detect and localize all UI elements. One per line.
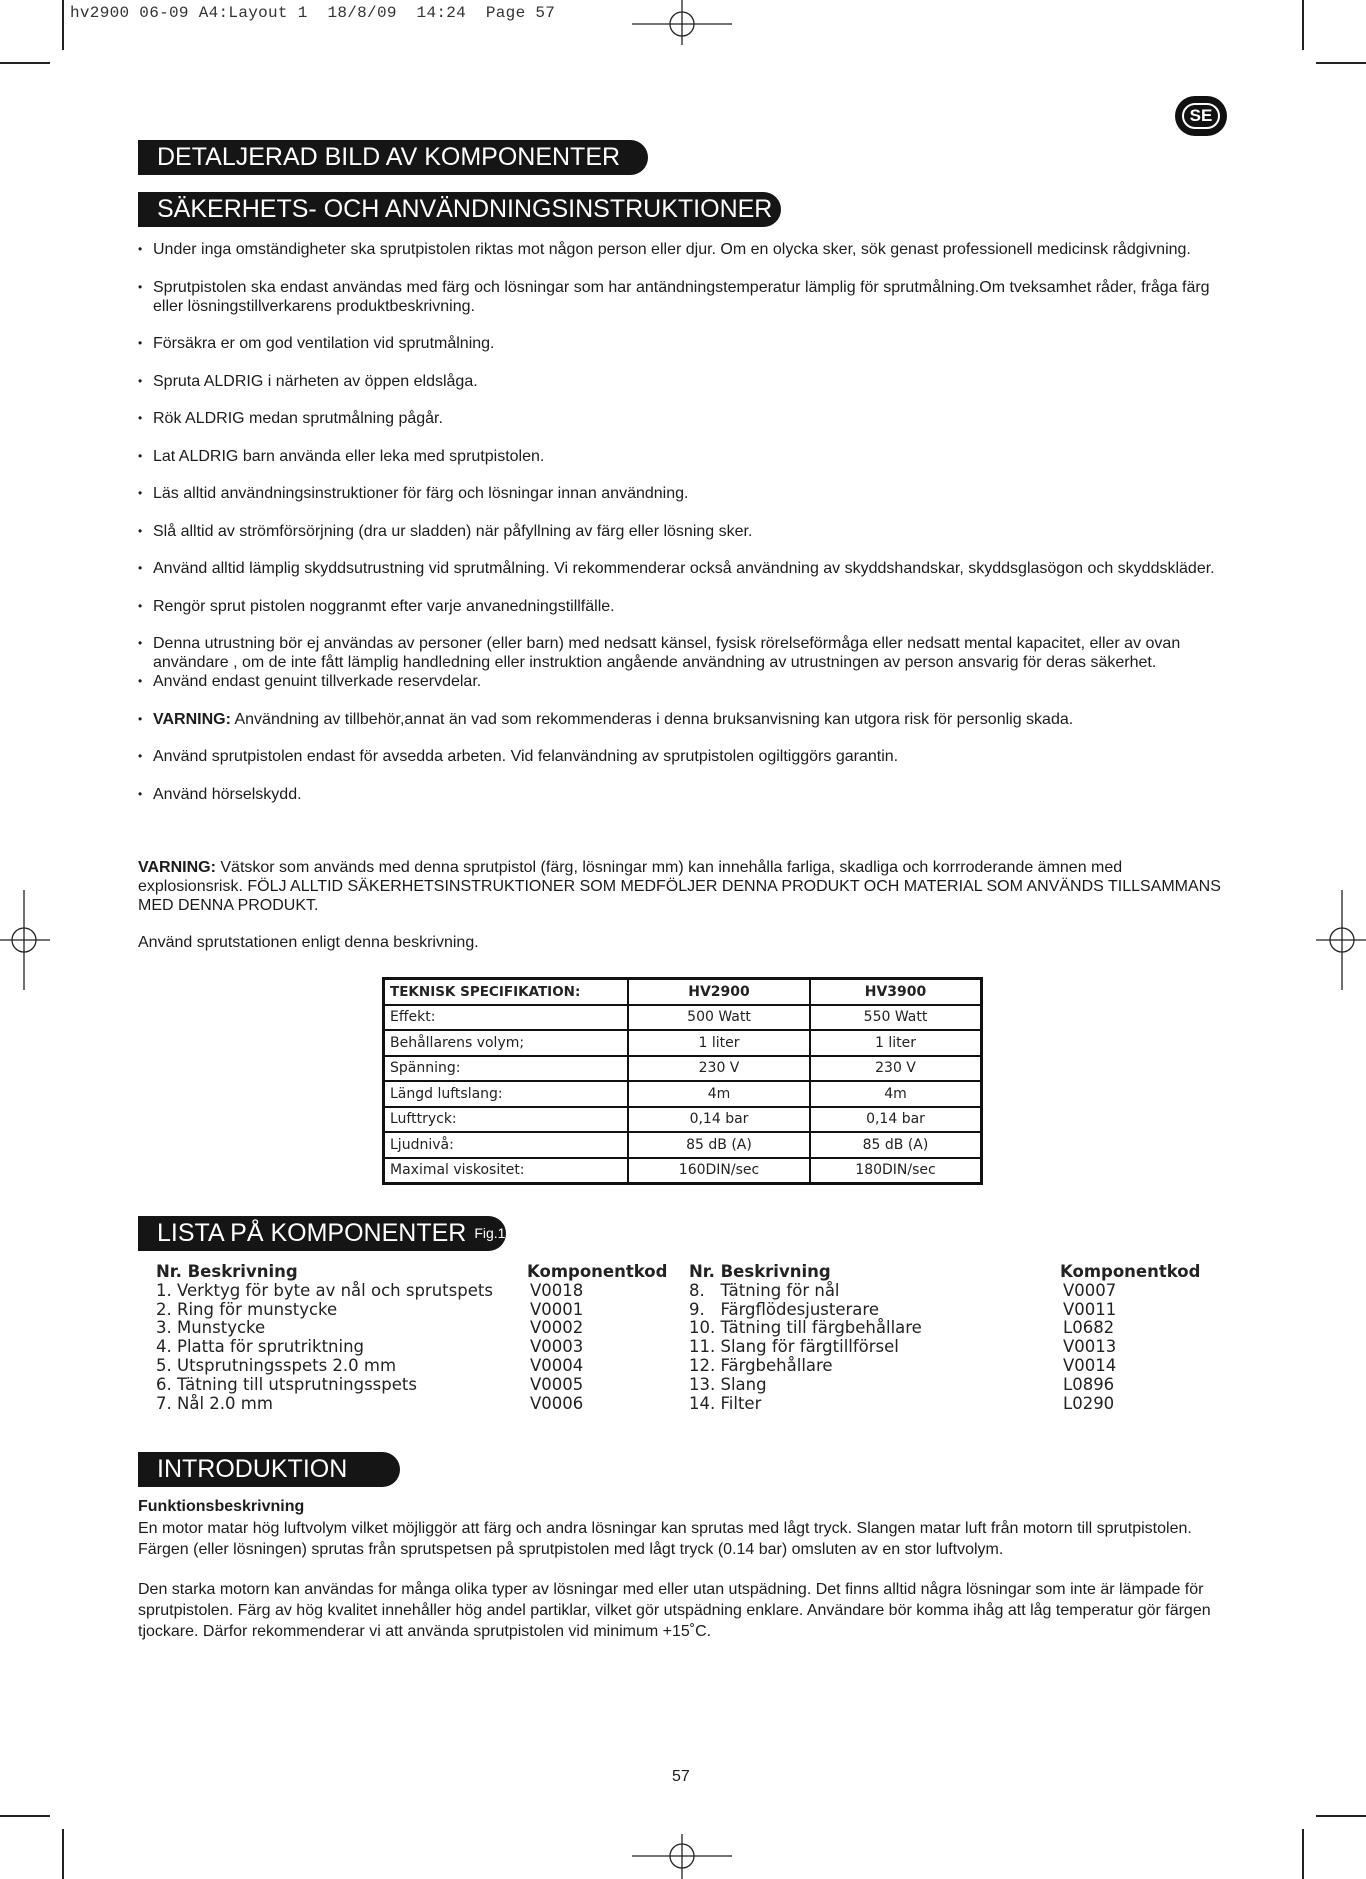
list-item: • Använd sprutpistolen endast för avsedda arbeten. Vid felanvändning av sprutpistolen ogiltiggörs garantin. xyxy=(138,747,1228,766)
table-row xyxy=(384,1005,982,1031)
language-badge-label: SE xyxy=(1182,103,1221,129)
list-item: • Under inga omständigheter ska sprutpistolen riktas mot någon person eller djur. Om en olycka sker, sök genast professionell medicinsk rådgivning. xyxy=(138,240,1228,259)
printer-slug: hv2900 06-09 A4:Layout 1 18/8/09 14:24 Page 57 xyxy=(70,4,556,22)
list-item: • Läs alltid användningsinstruktioner för färg och lösningar innan användning. xyxy=(138,484,1228,503)
crop-mark xyxy=(1302,0,1304,50)
table-cell: Maximal viskositet: xyxy=(384,1158,629,1184)
list-item: • Spruta ALDRIG i närheten av öppen eldslåga. xyxy=(138,372,1228,391)
component-list-right xyxy=(689,1263,1209,1413)
table-cell: 500 Watt xyxy=(628,1005,810,1031)
table-cell: 0,14 bar xyxy=(628,1107,810,1133)
table-cell: 4m xyxy=(628,1081,810,1107)
table-cell: 180DIN/sec xyxy=(810,1158,982,1184)
crop-mark xyxy=(62,1829,64,1879)
list-item: 6. Tätning till utsprutningsspets V0005 xyxy=(156,1374,584,1394)
usage-line: Använd sprutstationen enligt denna beskrivning. xyxy=(138,934,479,951)
list-item: 14. Filter L0290 xyxy=(689,1393,1115,1413)
table-cell: 230 V xyxy=(810,1056,982,1082)
list-item: • Använd hörselskydd. xyxy=(138,785,1228,804)
list-item: 5. Utsprutningsspets 2.0 mm V0004 xyxy=(156,1355,584,1375)
list-item: • Rök ALDRIG medan sprutmålning pågår. xyxy=(138,409,1228,428)
banner-components-view: DETALJERAD BILD AV KOMPONENTER xyxy=(138,140,648,175)
list-item: 11. Slang för färgtillförsel V0013 xyxy=(689,1337,1117,1357)
figure-reference: Fig.1 xyxy=(474,1225,506,1241)
table-header: HV2900 xyxy=(628,979,810,1005)
banner-component-list: LISTA PÅ KOMPONENTER Fig.1 xyxy=(138,1216,506,1251)
table-row xyxy=(384,1132,982,1158)
list-item: • Denna utrustning bör ej användas av personer (eller barn) med nedsatt känsel, fysisk rörelseförmåga eller nedsatt mental kapacitet, eller av ovan användare , om de inte fått lämplig handledning eller instruktion angående användning av utrustningen av person ansvarig för deras säkerhet. xyxy=(138,634,1228,672)
list-item: • Lat ALDRIG barn använda eller leka med sprutpistolen. xyxy=(138,447,1228,466)
table-cell: 85 dB (A) xyxy=(810,1132,982,1158)
table-row xyxy=(384,1030,982,1056)
table-cell: Längd luftslang: xyxy=(384,1081,629,1107)
component-list-header: Nr. Beskrivning Komponentkod xyxy=(156,1262,668,1281)
table-cell: 4m xyxy=(810,1081,982,1107)
list-item: 7. Nål 2.0 mm V0006 xyxy=(156,1393,584,1413)
introduction-paragraph: Den starka motorn kan användas for många olika typer av lösningar med eller utan utspädning. Det finns alltid några lösningar som inte är lämpade för sprutpistolen. Färg av hög kvalitet innehåller hög andel partiklar, vilket gör utspädning enklare. Användare bör komma ihåg att låg temperatur gör färgen tjockare. Därfor rekommenderar vi att använda sprutpistolen vid minimum +15˚C. xyxy=(138,1581,1211,1640)
list-item: • Rengör sprut pistolen noggranmt efter varje anvanedningstillfälle. xyxy=(138,597,1228,616)
safety-bullet-list xyxy=(138,240,1228,822)
table-cell: 160DIN/sec xyxy=(628,1158,810,1184)
crop-mark xyxy=(62,0,64,50)
table-cell: 85 dB (A) xyxy=(628,1132,810,1158)
list-item: 4. Platta för sprutriktning V0003 xyxy=(156,1337,584,1357)
table-cell: Behållarens volym; xyxy=(384,1030,629,1056)
table-cell: 1 liter xyxy=(810,1030,982,1056)
table-row xyxy=(384,1081,982,1107)
table-cell: Spänning: xyxy=(384,1056,629,1082)
table-cell: Ljudnivå: xyxy=(384,1132,629,1158)
crop-mark xyxy=(0,1815,50,1817)
component-list-header: Nr. Beskrivning Komponentkod xyxy=(689,1262,1201,1281)
table-header: TEKNISK SPECIFIKATION: xyxy=(384,979,629,1005)
registration-mark-icon xyxy=(1316,890,1366,990)
list-item: 2. Ring för munstycke V0001 xyxy=(156,1299,584,1319)
list-item: • Använd alltid lämplig skyddsutrustning vid sprutmålning. Vi rekommenderar också användning av skyddshandskar, skyddsglasögon och skyddskläder. xyxy=(138,559,1228,578)
table-cell: 230 V xyxy=(628,1056,810,1082)
list-item: • Använd endast genuint tillverkade reservdelar. xyxy=(138,672,1228,691)
table-cell: Effekt: xyxy=(384,1005,629,1031)
warning-paragraph xyxy=(138,858,1228,915)
warning-bullet xyxy=(138,710,1228,729)
warning-label: VARNING: xyxy=(138,859,216,876)
list-item: 3. Munstycke V0002 xyxy=(156,1318,584,1338)
table-cell: 1 liter xyxy=(628,1030,810,1056)
list-item: 10. Tätning till färgbehållare L0682 xyxy=(689,1318,1115,1338)
component-list-left xyxy=(156,1262,668,1413)
crop-mark xyxy=(0,62,50,64)
registration-mark-icon xyxy=(632,0,732,45)
table-cell: 550 Watt xyxy=(810,1005,982,1031)
table-header-row xyxy=(384,979,982,1005)
language-badge xyxy=(1175,96,1227,136)
list-item: 12. Färgbehållare V0014 xyxy=(689,1355,1117,1375)
introduction-paragraph: En motor matar hög luftvolym vilket möjliggör att färg och andra lösningar kan sprutas med lågt tryck. Slangen matar luft från motorn till sprutpistolen. Färgen (eller lösningen) sprutas från sprutspetsen på sprutpistolen med lågt tryck (0.14 bar) omsluten av en stor luftvolym. xyxy=(138,1520,1192,1558)
introduction-subheading: Funktionsbeskrivning xyxy=(138,1498,305,1515)
crop-mark xyxy=(1316,62,1366,64)
banner-safety-instructions: SÄKERHETS- OCH ANVÄNDNINGSINSTRUKTIONER xyxy=(138,192,781,227)
banner-introduction: INTRODUKTION xyxy=(138,1452,400,1487)
list-item: • Försäkra er om god ventilation vid sprutmålning. xyxy=(138,334,1228,353)
crop-mark xyxy=(1302,1829,1304,1879)
list-item: 9. Färgflödesjusterare V0011 xyxy=(689,1299,1117,1319)
page-number: 57 xyxy=(672,1768,690,1785)
table-row xyxy=(384,1107,982,1133)
warning-text: Vätskor som används med denna sprutpistol (färg, lösningar mm) kan innehålla farliga, skadliga och korrroderande ämnen med explosionsrisk. FÖLJ ALLTID SÄKERHETSINSTRUKTIONER SOM MEDFÖLJER DENNA PRODUKT OCH MATERIAL SOM ANVÄNDS TILLSAMMANS MED DENNA PRODUKT. xyxy=(138,859,1221,914)
table-row xyxy=(384,1056,982,1082)
spec-table xyxy=(382,977,983,1185)
table-cell: Lufttryck: xyxy=(384,1107,629,1133)
crop-mark xyxy=(1316,1815,1366,1817)
table-row xyxy=(384,1158,982,1184)
list-item: • Slå alltid av strömförsörjning (dra ur sladden) när påfyllning av färg eller lösning sker. xyxy=(138,522,1228,541)
registration-mark-icon xyxy=(0,890,50,990)
registration-mark-icon xyxy=(632,1834,732,1879)
list-item: 8. Tätning för nål V0007 xyxy=(689,1280,1117,1300)
table-cell: 0,14 bar xyxy=(810,1107,982,1133)
list-item: • Sprutpistolen ska endast användas med färg och lösningar som har antändningstemperatur lämplig för sprutmålning.Om tveksamhet råder, fråga färg eller lösningstillverkarens produktbeskrivning. xyxy=(138,278,1228,316)
list-item: 13. Slang L0896 xyxy=(689,1374,1115,1394)
warning-text: Användning av tillbehör,annat än vad som rekommenderas i denna bruksanvisning kan utgora risk för personlig skada. xyxy=(230,710,1074,728)
table-header: HV3900 xyxy=(810,979,982,1005)
warning-label: VARNING: xyxy=(153,710,231,728)
list-item: 1. Verktyg för byte av nål och sprutspets V0018 xyxy=(156,1280,584,1300)
